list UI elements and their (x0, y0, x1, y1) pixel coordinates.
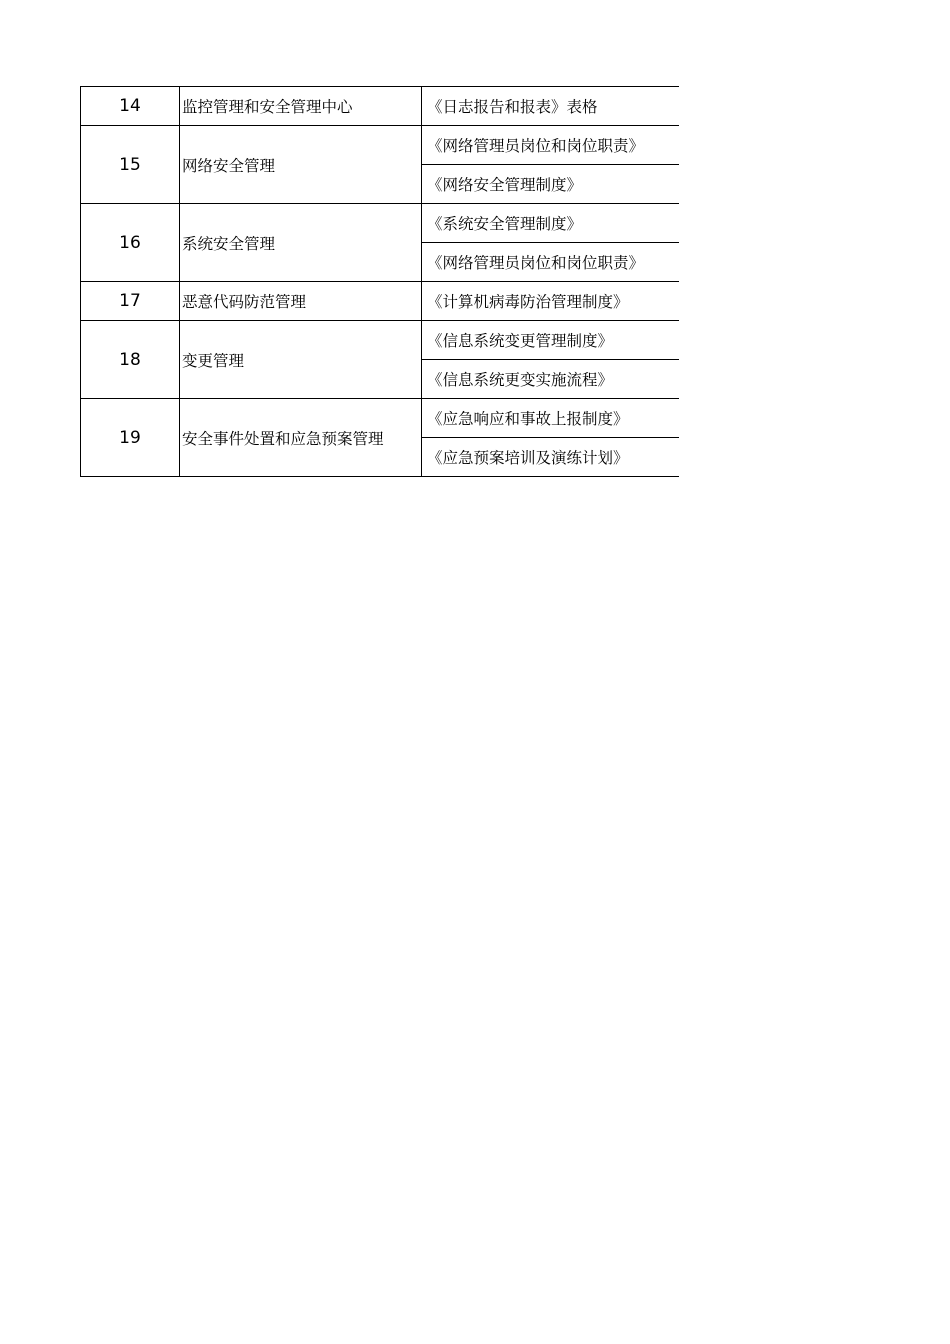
table-row (81, 87, 679, 126)
document-name: 《日志报告和报表》表格 (422, 87, 679, 126)
row-number: 18 (81, 321, 180, 399)
requirements-table (80, 86, 679, 477)
row-number: 15 (81, 126, 180, 204)
table-row (81, 399, 679, 438)
document-name: 《网络管理员岗位和岗位职责》 (422, 126, 679, 165)
table-row (81, 126, 679, 165)
document-name: 《网络安全管理制度》 (422, 165, 679, 204)
table-row (81, 204, 679, 243)
control-item: 恶意代码防范管理 (180, 282, 422, 321)
table-row (81, 282, 679, 321)
document-name: 《系统安全管理制度》 (422, 204, 679, 243)
document-name: 《网络管理员岗位和岗位职责》 (422, 243, 679, 282)
control-item: 变更管理 (180, 321, 422, 399)
row-number: 14 (81, 87, 180, 126)
row-number: 17 (81, 282, 180, 321)
document-name: 《信息系统变更管理制度》 (422, 321, 679, 360)
row-number: 16 (81, 204, 180, 282)
document-name: 《计算机病毒防治管理制度》 (422, 282, 679, 321)
control-item: 系统安全管理 (180, 204, 422, 282)
document-name: 《应急响应和事故上报制度》 (422, 399, 679, 438)
document-name: 《信息系统更变实施流程》 (422, 360, 679, 399)
table-row (81, 321, 679, 360)
row-number: 19 (81, 399, 180, 477)
control-item: 安全事件处置和应急预案管理 (180, 399, 422, 477)
control-item: 监控管理和安全管理中心 (180, 87, 422, 126)
control-item: 网络安全管理 (180, 126, 422, 204)
document-name: 《应急预案培训及演练计划》 (422, 438, 679, 477)
